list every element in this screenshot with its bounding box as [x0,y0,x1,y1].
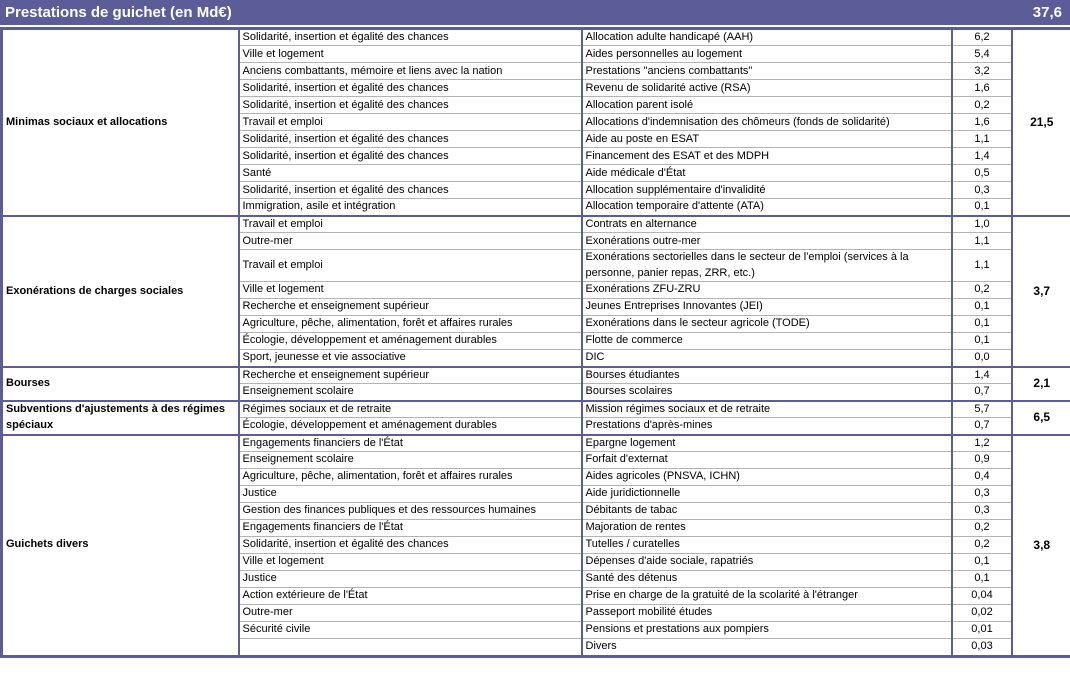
benefit-cell: Aide au poste en ESAT [582,131,952,148]
benefit-cell: Exonérations ZFU-ZRU [582,282,952,299]
value-cell: 0,02 [952,605,1012,622]
benefit-cell: Jeunes Entreprises Innovantes (JEI) [582,299,952,316]
value-cell: 1,1 [952,131,1012,148]
value-cell: 0,1 [952,554,1012,571]
mission-cell [239,639,582,656]
value-cell: 0,04 [952,588,1012,605]
mission-cell: Immigration, asile et intégration [239,199,582,216]
subtotal-cell: 3,7 [1012,216,1070,367]
total-value: 37,6 [1032,4,1062,21]
value-cell: 0,1 [952,316,1012,333]
benefit-cell: Allocation parent isolé [582,97,952,114]
benefit-cell: Prestations d'après-mines [582,418,952,435]
benefit-cell: Pensions et prestations aux pompiers [582,622,952,639]
subtotal-cell: 6,5 [1012,401,1070,435]
value-cell: 0,7 [952,384,1012,401]
benefit-cell: Dépenses d'aide sociale, rapatriés [582,554,952,571]
mission-cell: Solidarité, insertion et égalité des chances [239,29,582,46]
benefit-cell: Prise en charge de la gratuité de la scolarité à l'étranger [582,588,952,605]
prestations-table [0,27,1070,658]
benefit-cell: Contrats en alternance [582,216,952,233]
mission-cell: Agriculture, pêche, alimentation, forêt et affaires rurales [239,469,582,486]
mission-cell: Recherche et enseignement supérieur [239,299,582,316]
value-cell: 1,4 [952,367,1012,384]
value-cell: 1,0 [952,216,1012,233]
benefit-cell: Bourses étudiantes [582,367,952,384]
subtotal-cell: 2,1 [1012,367,1070,401]
benefit-cell: Tutelles / curatelles [582,537,952,554]
table-row [2,401,1070,418]
benefit-cell: Flotte de commerce [582,333,952,350]
mission-cell: Enseignement scolaire [239,452,582,469]
category-cell: Subventions d'ajustements à des régimes spéciaux [2,401,239,435]
category-cell: Guichets divers [2,435,239,656]
value-cell: 0,9 [952,452,1012,469]
benefit-cell: DIC [582,350,952,367]
value-cell: 0,3 [952,182,1012,199]
mission-cell: Travail et emploi [239,216,582,233]
mission-cell: Agriculture, pêche, alimentation, forêt et affaires rurales [239,316,582,333]
benefit-cell: Allocation temporaire d'attente (ATA) [582,199,952,216]
benefit-cell: Allocations d'indemnisation des chômeurs (fonds de solidarité) [582,114,952,131]
mission-cell: Engagements financiers de l'État [239,520,582,537]
value-cell: 0,1 [952,199,1012,216]
table-body [2,29,1070,657]
mission-cell: Gestion des finances publiques et des ressources humaines [239,503,582,520]
benefit-cell: Divers [582,639,952,656]
mission-cell: Écologie, développement et aménagement durables [239,333,582,350]
mission-cell: Action extérieure de l'État [239,588,582,605]
benefit-cell: Passeport mobilité études [582,605,952,622]
mission-cell: Solidarité, insertion et égalité des chances [239,131,582,148]
benefit-cell: Débitants de tabac [582,503,952,520]
benefit-cell: Epargne logement [582,435,952,452]
benefit-cell: Aide juridictionnelle [582,486,952,503]
value-cell: 0,5 [952,165,1012,182]
benefit-cell: Exonérations dans le secteur agricole (TODE) [582,316,952,333]
benefit-cell: Bourses scolaires [582,384,952,401]
mission-cell: Solidarité, insertion et égalité des chances [239,80,582,97]
value-cell: 0,2 [952,282,1012,299]
category-cell: Bourses [2,367,239,401]
mission-cell: Justice [239,571,582,588]
value-cell: 0,0 [952,350,1012,367]
page-title: Prestations de guichet (en Md€) [5,4,232,21]
benefit-cell: Prestations "anciens combattants" [582,63,952,80]
mission-cell: Outre-mer [239,605,582,622]
value-cell: 1,6 [952,80,1012,97]
mission-cell: Solidarité, insertion et égalité des chances [239,97,582,114]
benefit-cell: Santé des détenus [582,571,952,588]
subtotal-cell: 21,5 [1012,29,1070,216]
mission-cell: Solidarité, insertion et égalité des chances [239,537,582,554]
benefit-cell: Exonérations sectorielles dans le secteur de l'emploi (services à la personne, panier repas, ZRR, etc.) [582,250,952,282]
mission-cell: Justice [239,486,582,503]
value-cell: 6,2 [952,29,1012,46]
value-cell: 3,2 [952,63,1012,80]
value-cell: 5,7 [952,401,1012,418]
mission-cell: Ville et logement [239,46,582,63]
mission-cell: Régimes sociaux et de retraite [239,401,582,418]
benefit-cell: Majoration de rentes [582,520,952,537]
category-cell: Minimas sociaux et allocations [2,29,239,216]
benefit-cell: Aide médicale d'État [582,165,952,182]
value-cell: 1,1 [952,250,1012,282]
benefit-cell: Mission régimes sociaux et de retraite [582,401,952,418]
subtotal-cell: 3,8 [1012,435,1070,656]
table-row [2,216,1070,233]
value-cell: 1,6 [952,114,1012,131]
mission-cell: Outre-mer [239,233,582,250]
value-cell: 0,2 [952,97,1012,114]
benefit-cell: Exonérations outre-mer [582,233,952,250]
value-cell: 1,2 [952,435,1012,452]
value-cell: 0,3 [952,503,1012,520]
mission-cell: Recherche et enseignement supérieur [239,367,582,384]
benefit-cell: Forfait d'externat [582,452,952,469]
mission-cell: Ville et logement [239,282,582,299]
mission-cell: Santé [239,165,582,182]
mission-cell: Solidarité, insertion et égalité des chances [239,182,582,199]
value-cell: 1,4 [952,148,1012,165]
value-cell: 1,1 [952,233,1012,250]
value-cell: 0,01 [952,622,1012,639]
value-cell: 0,7 [952,418,1012,435]
mission-cell: Anciens combattants, mémoire et liens avec la nation [239,63,582,80]
benefit-cell: Aides agricoles (PNSVA, ICHN) [582,469,952,486]
value-cell: 0,3 [952,486,1012,503]
table-row [2,435,1070,452]
value-cell: 0,2 [952,537,1012,554]
mission-cell: Engagements financiers de l'État [239,435,582,452]
benefit-cell: Allocation supplémentaire d'invalidité [582,182,952,199]
benefit-cell: Revenu de solidarité active (RSA) [582,80,952,97]
mission-cell: Ville et logement [239,554,582,571]
mission-cell: Sport, jeunesse et vie associative [239,350,582,367]
value-cell: 5,4 [952,46,1012,63]
value-cell: 0,4 [952,469,1012,486]
value-cell: 0,1 [952,333,1012,350]
table-row [2,367,1070,384]
category-cell: Exonérations de charges sociales [2,216,239,367]
mission-cell: Travail et emploi [239,114,582,131]
table-row [2,29,1070,46]
mission-cell: Sécurité civile [239,622,582,639]
value-cell: 0,1 [952,571,1012,588]
mission-cell: Travail et emploi [239,250,582,282]
header-bar [0,0,1070,25]
mission-cell: Solidarité, insertion et égalité des chances [239,148,582,165]
benefit-cell: Allocation adulte handicapé (AAH) [582,29,952,46]
mission-cell: Écologie, développement et aménagement durables [239,418,582,435]
benefit-cell: Financement des ESAT et des MDPH [582,148,952,165]
value-cell: 0,03 [952,639,1012,656]
value-cell: 0,2 [952,520,1012,537]
mission-cell: Enseignement scolaire [239,384,582,401]
benefit-cell: Aides personnelles au logement [582,46,952,63]
value-cell: 0,1 [952,299,1012,316]
